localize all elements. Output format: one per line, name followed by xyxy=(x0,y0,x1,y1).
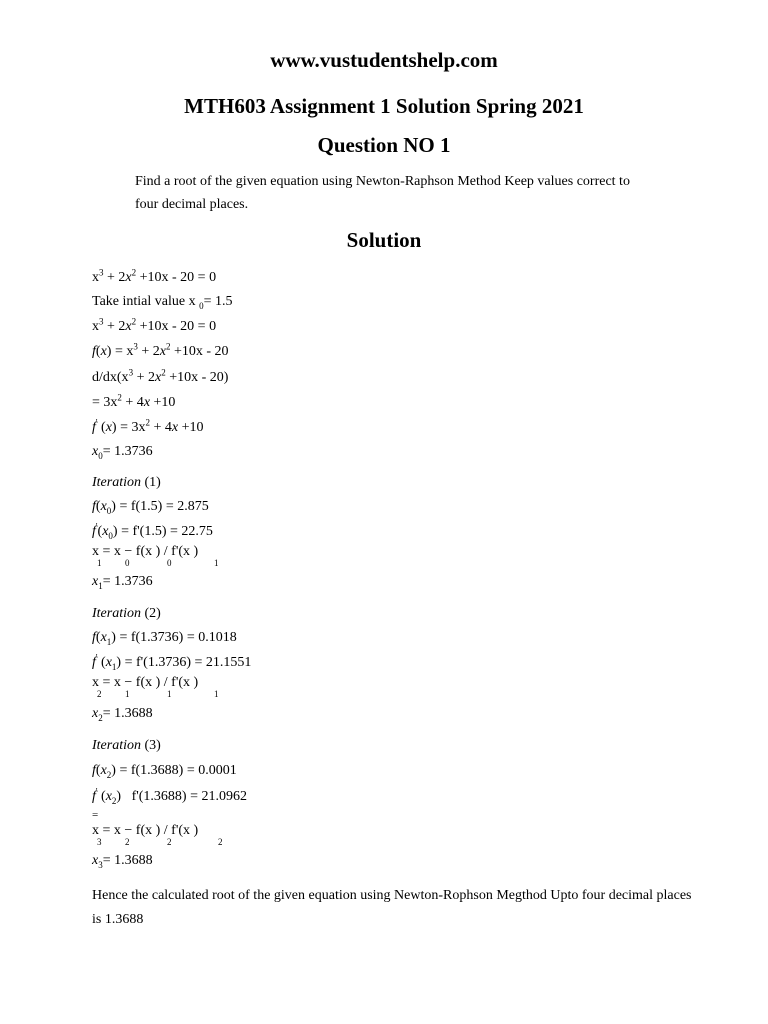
function-definition: $f(x) = x^3 + 2x^2 +10x - 20$ xyxy=(92,341,229,359)
iteration-3-formula: x = x − f(x ) / f'(x ) xyxy=(92,823,199,838)
iteration-1-formula: x = x − f(x ) / f'(x ) xyxy=(92,544,199,559)
initial-value-line: Take intial value x $_0$= 1.5 xyxy=(92,294,233,311)
iteration-2-formula-sub-d: 1 xyxy=(214,689,219,699)
iteration-3-formula-sub-a: 3 xyxy=(97,837,102,847)
iteration-2-formula-sub-c: 1 xyxy=(167,689,172,699)
iteration-1-formula-sub-b: 0 xyxy=(125,558,130,568)
iteration-3-equals: = xyxy=(92,809,99,821)
page-title: MTH603 Assignment 1 Solution Spring 2021 xyxy=(184,94,584,118)
solution-heading: Solution xyxy=(346,228,422,252)
iteration-1-heading: Iteration (1) xyxy=(92,475,161,490)
iteration-2-formula: x = x − f(x ) / f'(x ) xyxy=(92,675,199,690)
iteration-3-fprime: f' $(x_2) f'(1.3688) = 21.0962$ xyxy=(92,786,247,806)
iteration-2-heading: Iteration (2) xyxy=(92,606,161,621)
iteration-1-f: $f(x_0) = f(1.5) = 2.875$ xyxy=(92,499,209,516)
iteration-2-f: $f(x_1) = f(1.3736) = 0.1018$ xyxy=(92,630,237,647)
iteration-1-result: $x_1= 1.3736$ xyxy=(92,574,153,591)
iteration-3-f: $f(x_2) = f(1.3688) = 0.0001$ xyxy=(92,763,237,780)
conclusion-text: Hence the calculated root of the given equation using Newton-Rophson Megthod Upto four decimal places is 1.3688 xyxy=(92,888,692,927)
iteration-3-formula-sub-b: 2 xyxy=(125,837,130,847)
iteration-3-result: $x_3= 1.3688$ xyxy=(92,853,153,870)
fprime-definition: f' $(x) = 3x^2 + 4x +10$ xyxy=(92,417,204,435)
iteration-3-heading: Iteration (3) xyxy=(92,738,161,753)
derivative-result: = $3x^2 + 4x +10$ xyxy=(92,392,176,410)
iteration-1-formula-sub-d: 1 xyxy=(214,558,219,568)
equation-line-1: $x^3 + 2x^2 +10x - 20 = 0$ xyxy=(92,267,217,285)
x0-value: $x_0= 1.3736$ xyxy=(92,444,153,461)
iteration-1-fprime: $f'(x_0) = f'(1.5) = 22.75$ xyxy=(92,521,213,541)
site-url: www.vustudentshelp.com xyxy=(270,48,498,72)
question-heading: Question NO 1 xyxy=(317,133,451,157)
iteration-2-fprime: f' $(x_1) = f'(1.3736) = 21.1551$ xyxy=(92,652,252,672)
iteration-1-formula-sub-a: 1 xyxy=(97,558,102,568)
question-text: Find a root of the given equation using Newton-Raphson Method Keep values correct to four decimal places. xyxy=(135,174,630,212)
derivative-line: $d/dx(x^3 + 2x^2 +10x - 20)$ xyxy=(92,367,229,385)
iteration-1-formula-sub-c: 0 xyxy=(167,558,172,568)
equation-line-2: $x^3 + 2x^2 +10x - 20 = 0$ xyxy=(92,316,217,334)
iteration-2-formula-sub-a: 2 xyxy=(97,689,102,699)
iteration-3-formula-sub-d: 2 xyxy=(218,837,223,847)
iteration-2-formula-sub-b: 1 xyxy=(125,689,130,699)
iteration-2-result: $x_2= 1.3688$ xyxy=(92,706,153,723)
iteration-3-formula-sub-c: 2 xyxy=(167,837,172,847)
